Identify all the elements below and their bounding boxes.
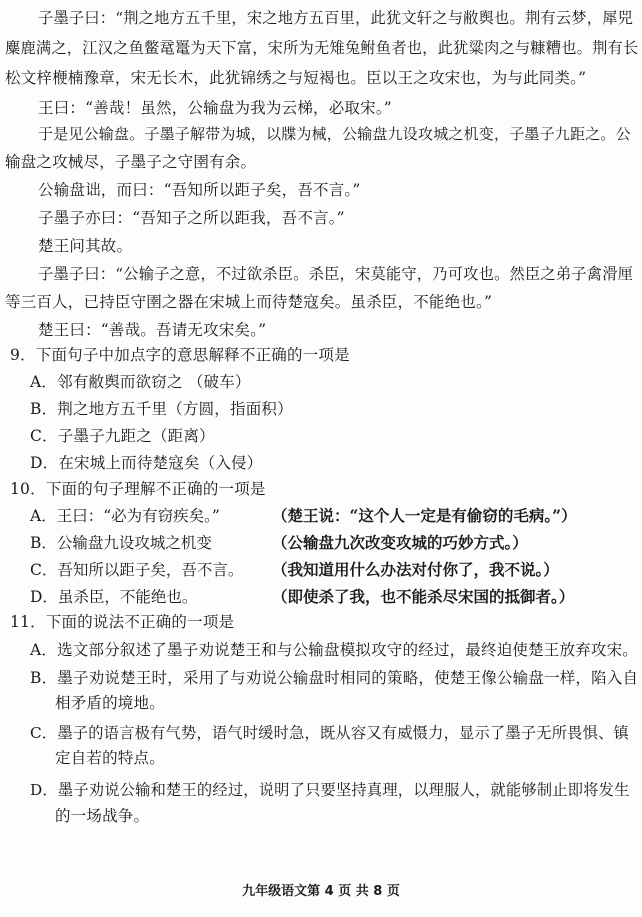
passage-line: 于是见公输盘。子墨子解带为城，以牒为械，公输盘九设攻城之机变，子墨子九距之。公: [38, 125, 631, 143]
passage-line: 子墨子曰：“荆之地方五千里，宋之地方五百里，此犹文轩之与敝舆也。荆有云梦，犀兕: [38, 9, 634, 27]
passage-line: 子墨子曰：“公输子之意，不过欲杀臣。杀臣，宋莫能守，乃可攻也。然臣之弟子禽滑厘: [38, 265, 634, 283]
question-9-option-d: D．在宋城上而待楚寇矣（入侵）: [30, 454, 263, 472]
page-footer: 九年级语文第 4 页 共 8 页: [242, 884, 400, 899]
question-10-option-a-text: A．王曰：“必为有窃疾矣。”: [30, 507, 220, 525]
passage-line: 子墨子亦曰：“吾知子之所以距我，吾不言。”: [38, 209, 345, 227]
question-11-option-c: C．墨子的语言极有气势，语气时缓时急，既从容又有威慑力，显示了墨子无所畏惧、镇: [30, 724, 629, 742]
question-10-stem: 10．下面的句子理解不正确的一项是: [10, 480, 266, 498]
question-10-option-d-translation: （即使杀了我，也不能杀尽宋国的抵御者。）: [272, 587, 575, 606]
question-9-option-c: C．子墨子九距之（距离）: [30, 427, 215, 445]
question-9-option-a: A．邻有敝舆而欲窃之 （破车）: [30, 373, 251, 391]
question-11-option-a: A．选文部分叙述了墨子劝说楚王和与公输盘模拟攻守的经过，最终迫使楚王放弃攻宋。: [30, 641, 638, 659]
passage-line: 松文梓楩楠豫章，宋无长木，此犹锦绣之与短褐也。臣以王之攻宋也，为与此同类。”: [5, 69, 587, 87]
question-10-option-c-text: C．吾知所以距子矣，吾不言。: [30, 561, 244, 579]
question-10-option-a-translation: （楚王说：“这个人一定是有偷窃的毛病。”）: [272, 506, 577, 525]
question-11-option-b-cont: 相矛盾的境地。: [55, 694, 165, 712]
passage-line: 公输盘诎，而曰：“吾知所以距子矣，吾不言。”: [38, 181, 361, 199]
question-9-stem: 9．下面句子中加点字的意思解释不正确的一项是: [10, 346, 350, 364]
question-10-option-b-text: B．公输盘九设攻城之机变: [30, 534, 212, 552]
passage-line: 麋鹿满之，江汉之鱼鳖鼋鼍为天下富，宋所为无雉兔鲋鱼者也，此犹粱肉之与糠糟也。荆有长: [5, 39, 639, 57]
question-10-option-c-translation: （我知道用什么办法对付你了，我不说。）: [272, 560, 559, 579]
question-10-option-b-translation: （公输盘九次改变攻城的巧妙方式。）: [272, 533, 528, 552]
question-11-option-d-cont: 的一场战争。: [55, 807, 150, 825]
passage-line: 等三百人，已持臣守圉之器在宋城上而待楚寇矣。虽杀臣，不能绝也。”: [5, 293, 493, 311]
question-11-stem: 11．下面的说法不正确的一项是: [10, 613, 235, 631]
passage-line: 王曰：“善哉！虽然，公输盘为我为云梯，必取宋。”: [38, 99, 392, 117]
question-11-option-d: D．墨子劝说公输和楚王的经过，说明了只要坚持真理，以理服人，就能够制止即将发生: [30, 781, 630, 799]
passage-line: 楚王问其故。: [38, 237, 133, 255]
question-10-option-d-text: D．虽杀臣，不能绝也。: [30, 588, 198, 606]
question-11-option-c-cont: 定自若的特点。: [55, 749, 165, 767]
passage-line: 楚王曰：“善哉。吾请无攻宋矣。”: [38, 321, 267, 339]
question-9-option-b: B．荆之地方五千里（方圆，指面积）: [30, 400, 293, 418]
passage-line: 输盘之攻械尽，子墨子之守圉有余。: [5, 153, 257, 171]
question-11-option-b: B．墨子劝说楚王时，采用了与劝说公输盘时相同的策略，使楚王像公输盘一样，陷入自: [30, 669, 639, 687]
